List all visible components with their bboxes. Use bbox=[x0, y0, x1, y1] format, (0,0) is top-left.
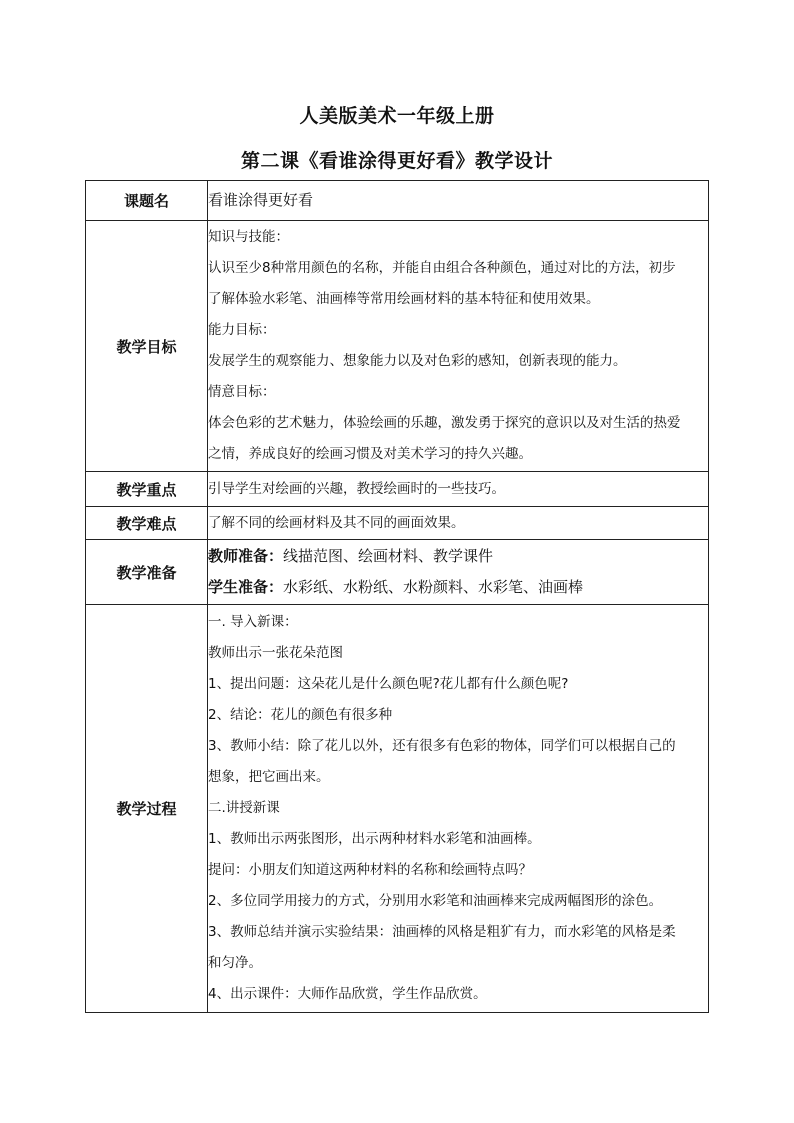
process-line: 1、教师出示两张图形，出示两种材料水彩笔和油画棒。 bbox=[208, 831, 541, 847]
process-label: 教学过程 bbox=[86, 605, 208, 1013]
process-line: 3、教师小结：除了花儿以外，还有很多有色彩的物体，同学们可以根据自己的 bbox=[208, 738, 676, 754]
goals-row bbox=[86, 221, 709, 472]
process-line: 2、多位同学用接力的方式，分别用水彩笔和油画棒来完成两幅图形的涂色。 bbox=[208, 893, 663, 909]
process-line: 4、出示课件：大师作品欣赏，学生作品欣赏。 bbox=[208, 986, 487, 1002]
process-line: 一. 导入新课： bbox=[208, 614, 298, 630]
goals-line: 之情，养成良好的绘画习惯及对美术学习的持久兴趣。 bbox=[208, 446, 532, 462]
goals-line: 知识与技能： bbox=[208, 229, 289, 245]
goals-content bbox=[208, 221, 709, 472]
student-preparation-label: 学生准备： bbox=[208, 578, 284, 596]
process-line: 提问：小朋友们知道这两种材料的名称和绘画特点吗？ bbox=[208, 862, 532, 878]
preparation-row bbox=[86, 540, 709, 605]
key-points-row bbox=[86, 472, 709, 507]
key-points-value: 引导学生对绘画的兴趣，教授绘画时的一些技巧。 bbox=[208, 472, 709, 507]
document-subtitle: 第二课《看谁涂得更好看》教学设计 bbox=[240, 150, 553, 172]
process-line: 2、结论：花儿的颜色有很多种 bbox=[208, 707, 393, 723]
topic-row bbox=[86, 181, 709, 221]
process-content bbox=[208, 605, 709, 1013]
preparation-label: 教学准备 bbox=[86, 540, 208, 605]
topic-label: 课题名 bbox=[86, 181, 208, 221]
process-row bbox=[86, 605, 709, 1013]
goals-label: 教学目标 bbox=[86, 221, 208, 472]
goals-line: 发展学生的观察能力、想象能力以及对色彩的感知，创新表现的能力。 bbox=[208, 353, 627, 369]
difficulties-value: 了解不同的绘画材料及其不同的画面效果。 bbox=[208, 507, 709, 540]
student-preparation bbox=[208, 572, 708, 603]
lesson-plan-table bbox=[85, 180, 709, 1013]
teacher-preparation-label: 教师准备： bbox=[208, 547, 284, 565]
difficulties-label: 教学难点 bbox=[86, 507, 208, 540]
goals-line: 情意目标： bbox=[208, 384, 276, 400]
teacher-preparation bbox=[208, 541, 708, 572]
goals-line: 了解体验水彩笔、油画棒等常用绘画材料的基本特征和使用效果。 bbox=[208, 291, 600, 307]
preparation-content bbox=[208, 540, 709, 605]
process-line: 想象，把它画出来。 bbox=[208, 769, 330, 785]
goals-line: 体会色彩的艺术魅力，体验绘画的乐趣，激发勇于探究的意识以及对生活的热爱 bbox=[208, 415, 681, 431]
process-line: 1、提出问题：这朵花儿是什么颜色呢?花儿都有什么颜色呢? bbox=[208, 676, 569, 692]
teacher-preparation-value: 线描范图、绘画材料、教学课件 bbox=[283, 547, 494, 565]
student-preparation-value: 水彩纸、水粉纸、水粉颜料、水彩笔、油画棒 bbox=[283, 578, 584, 596]
difficulties-row bbox=[86, 507, 709, 540]
process-line: 和匀净。 bbox=[208, 955, 262, 971]
topic-value: 看谁涂得更好看 bbox=[208, 181, 709, 221]
process-line: 教师出示一张花朵范图 bbox=[208, 645, 343, 661]
goals-line: 认识至少8种常用颜色的名称，并能自由组合各种颜色，通过对比的方法，初步 bbox=[208, 260, 676, 276]
goals-line: 能力目标： bbox=[208, 322, 276, 338]
process-line: 二.讲授新课 bbox=[208, 800, 280, 816]
key-points-label: 教学重点 bbox=[86, 472, 208, 507]
process-line: 3、教师总结并演示实验结果：油画棒的风格是粗犷有力，而水彩笔的风格是柔 bbox=[208, 924, 676, 940]
document-title: 人美版美术一年级上册 bbox=[299, 105, 495, 127]
